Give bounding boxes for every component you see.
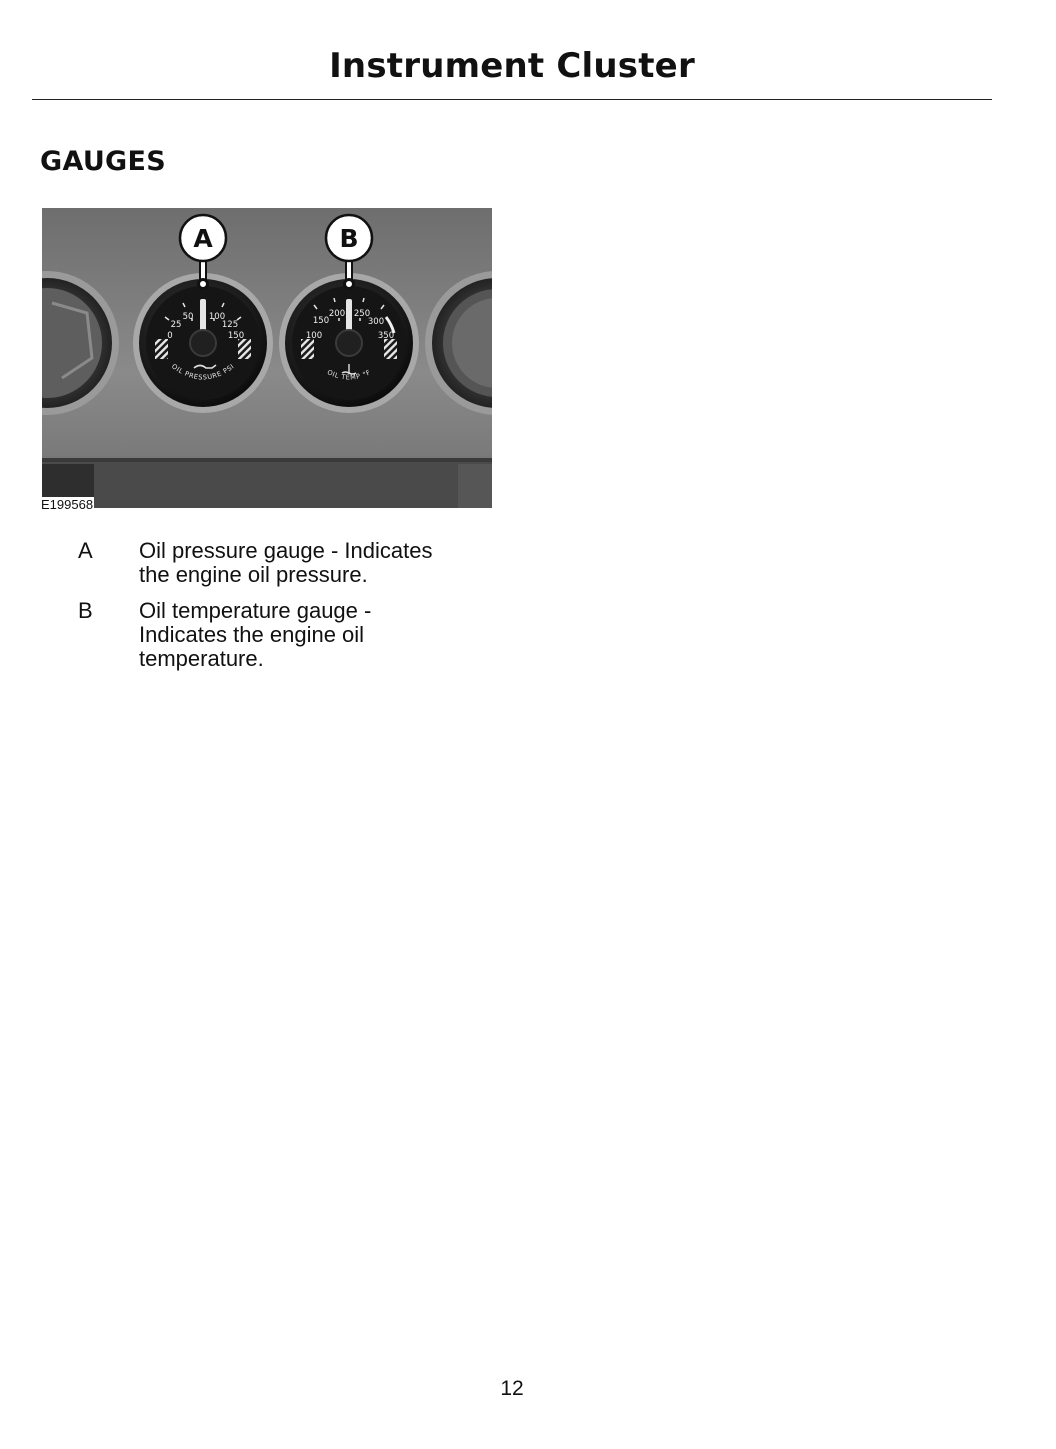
callout-description bbox=[139, 539, 479, 587]
callout-description-line: the engine oil pressure. bbox=[139, 562, 368, 587]
oil-temperature-gauge bbox=[279, 273, 419, 413]
gauge-b-tick-300: 300 bbox=[367, 317, 385, 327]
callout-description-line: temperature. bbox=[139, 646, 264, 671]
callout-key: A bbox=[78, 538, 93, 563]
callout-description-line: Indicates the engine oil bbox=[139, 622, 365, 647]
gauge-b-tick-250: 250 bbox=[353, 309, 371, 319]
gauge-a-tick-0: 0 bbox=[167, 331, 173, 341]
gauge-a-tick-50: 50 bbox=[182, 312, 194, 322]
callout-label-a: A bbox=[193, 224, 213, 253]
gauge-b-tick-150: 150 bbox=[312, 316, 330, 326]
page-number: 12 bbox=[500, 1377, 524, 1400]
callout-description bbox=[139, 599, 479, 671]
header-divider bbox=[32, 99, 992, 100]
callout-key: B bbox=[78, 598, 93, 623]
gauge-a-tick-25: 25 bbox=[170, 320, 182, 330]
callout-description-line: Oil pressure gauge - Indicates bbox=[139, 538, 433, 563]
gauge-b-caption: OIL TEMP °F bbox=[325, 368, 373, 382]
gauge-b-tick-100: 100 bbox=[305, 331, 323, 341]
page-header-title: Instrument Cluster bbox=[329, 46, 695, 86]
gauge-a-tick-125: 125 bbox=[221, 320, 239, 330]
gauge-b-tick-200: 200 bbox=[328, 309, 346, 319]
section-title: GAUGES bbox=[40, 146, 167, 177]
callout-description-line: Oil temperature gauge - bbox=[139, 598, 372, 623]
callout-label-b: B bbox=[339, 224, 359, 253]
oil-pressure-gauge bbox=[133, 273, 273, 413]
gauge-a-caption: OIL PRESSURE PSI bbox=[170, 362, 236, 382]
gauge-a-tick-100: 100 bbox=[208, 312, 226, 322]
gauges-illustration bbox=[42, 208, 492, 508]
gauge-b-tick-350: 350 bbox=[377, 331, 395, 341]
gauge-a-tick-150: 150 bbox=[227, 331, 245, 341]
figure-id: E199568 bbox=[41, 497, 94, 512]
